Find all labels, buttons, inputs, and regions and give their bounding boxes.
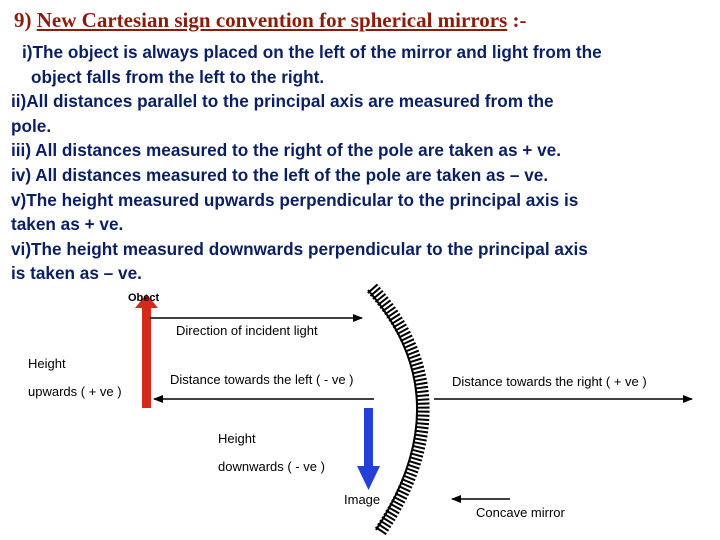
rule-line: v)The height measured upwards perpendicular to the principal axis is — [11, 189, 579, 210]
height-up-label: Height — [28, 356, 66, 371]
rule-line: object falls from the left to the right. — [31, 66, 325, 87]
concave-mirror-label: Concave mirror — [476, 505, 565, 520]
title-number: 9) — [14, 8, 32, 32]
rule-line: vi)The height measured downwards perpendicular to the principal axis — [11, 238, 588, 259]
object-arrow — [135, 294, 158, 408]
rule-line: is taken as – ve. — [11, 263, 142, 284]
title-suffix: :- — [512, 8, 527, 32]
object-label: Obect — [128, 292, 160, 304]
image-label: Image — [344, 492, 381, 507]
title-text: New Cartesian sign convention for spherical mirrors — [36, 8, 508, 32]
rule-line: ii)All distances parallel to the principal axis are measured from the — [11, 91, 554, 112]
height-up-sign-label: upwards ( + ve ) — [28, 384, 122, 399]
incident-light-label: Direction of incident light — [176, 323, 318, 338]
rule-line: taken as + ve. — [11, 214, 124, 235]
rule-line: i)The object is always placed on the left of the mirror and light from the — [22, 42, 602, 62]
rule-line: iii) All distances measured to the right of the pole are taken as + ve. — [11, 140, 561, 161]
distance-left-label: Distance towards the left ( - ve ) — [170, 372, 354, 387]
distance-right-label: Distance towards the right ( + ve ) — [452, 374, 647, 389]
height-down-label: Height — [218, 431, 256, 446]
rule-line: pole. — [11, 115, 52, 136]
rule-line: iv) All distances measured to the left of the pole are taken as – ve. — [11, 164, 549, 185]
image-arrow — [357, 408, 380, 490]
height-down-sign-label: downwards ( - ve ) — [218, 459, 325, 474]
